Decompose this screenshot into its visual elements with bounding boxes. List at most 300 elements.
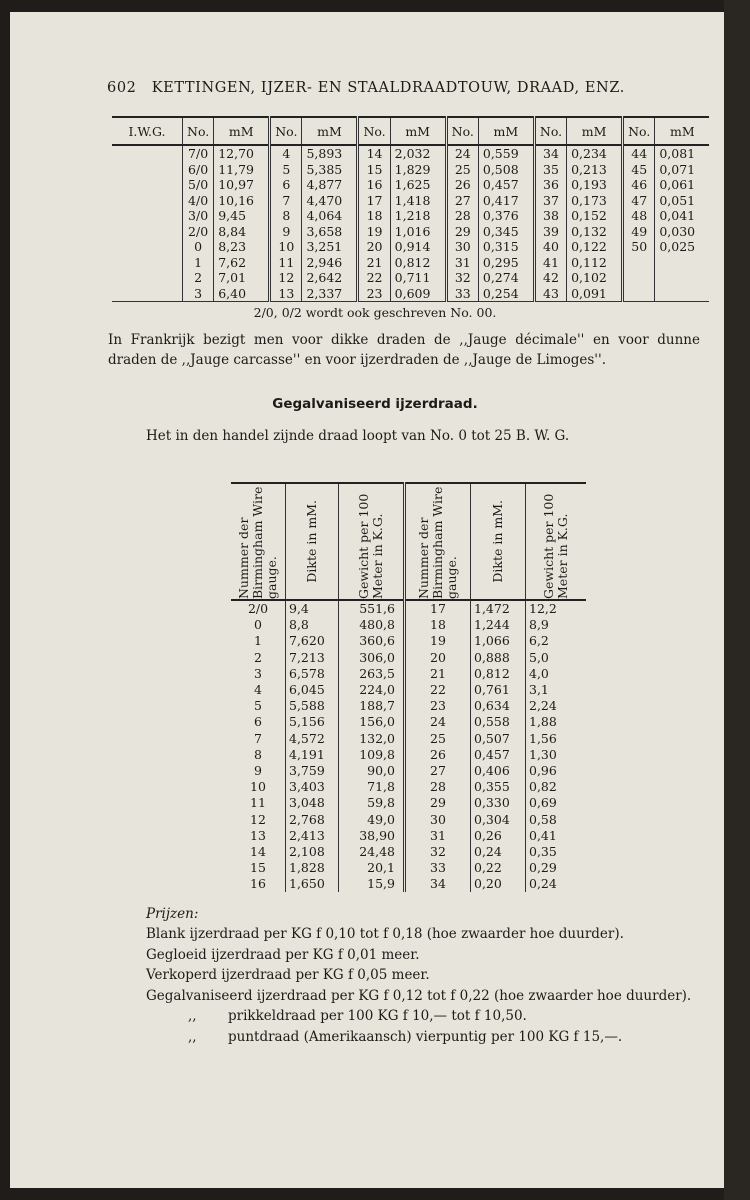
table-cell: 0,234 — [567, 145, 623, 162]
table-cell: 1,829 — [390, 162, 446, 178]
table-cell: 0,102 — [567, 270, 623, 286]
table-cell: 0,69 — [526, 795, 587, 811]
table-cell: 7 — [254, 730, 262, 746]
table-cell: 1,472 — [471, 600, 526, 617]
table-cell: 14 — [250, 843, 266, 859]
table-cell: 0,457 — [478, 177, 534, 193]
col-header: No. — [358, 117, 390, 145]
col-header: mM — [567, 117, 623, 145]
table-cell: 0,634 — [471, 698, 526, 714]
table-cell: 17 — [358, 193, 390, 209]
table-cell: 7 — [270, 193, 302, 209]
table-cell — [112, 224, 183, 240]
price-text: Verkoperd ijzerdraad per KG f 0,05 meer. — [146, 967, 430, 983]
table-cell: 32 — [405, 844, 471, 860]
table-row — [231, 698, 586, 714]
table-cell — [112, 145, 183, 162]
galvanized-wire-table — [231, 482, 586, 892]
table-cell: 7,620 — [286, 633, 339, 649]
col-header — [526, 483, 587, 600]
table-cell: 45 — [623, 162, 655, 178]
table-cell: 16 — [358, 177, 390, 193]
price-line — [146, 965, 726, 986]
table-cell: 13 — [250, 827, 266, 843]
table-cell: 0,20 — [471, 876, 526, 892]
table-cell: 50 — [623, 239, 655, 255]
table-cell: 1,066 — [471, 633, 526, 649]
table-cell: 10,97 — [214, 177, 270, 193]
table-cell: 27 — [405, 763, 471, 779]
table-cell: 13 — [270, 286, 302, 302]
table-cell: 5/0 — [183, 177, 214, 193]
table-cell: 12,2 — [526, 600, 587, 617]
table-cell: 40 — [534, 239, 566, 255]
table-cell: 6,2 — [526, 633, 587, 649]
table-cell: 7,01 — [214, 270, 270, 286]
table-cell: 7,213 — [286, 650, 339, 666]
table-cell: 33 — [446, 286, 478, 302]
table-cell: 1,30 — [526, 747, 587, 763]
table-row — [112, 270, 709, 286]
price-text: Gegalvaniseerd ijzerdraad per KG f 0,12 tot f 0,22 (hoe zwaarder hoe duurder). — [146, 987, 692, 1004]
table-cell: 20 — [405, 650, 471, 666]
table-cell: 38,90 — [339, 828, 405, 844]
table-cell: 11 — [250, 795, 266, 811]
gauge-note: 2/0, 0/2 wordt ook geschreven No. 00. — [253, 305, 497, 320]
table-row — [112, 145, 709, 162]
table-cell: 0,173 — [567, 193, 623, 209]
table-cell: 30 — [405, 811, 471, 827]
table-cell: 26 — [446, 177, 478, 193]
table-cell: 1,016 — [390, 224, 446, 240]
table-cell: 12,70 — [214, 145, 270, 162]
table-cell: 24 — [446, 145, 478, 162]
table-cell: 16 — [250, 876, 266, 892]
table-cell: 8,9 — [526, 617, 587, 633]
table-row — [231, 682, 586, 698]
table-cell: 1 — [183, 255, 214, 271]
table-cell: 29 — [446, 224, 478, 240]
table-cell: 4,0 — [526, 666, 587, 682]
price-text: Gegloeid ijzerdraad per KG f 0,01 meer. — [146, 946, 420, 963]
col-header-text: Nummer der Birmingham Wire gauge. — [416, 486, 459, 599]
table-cell: 17 — [405, 600, 471, 617]
table-cell: 5,893 — [302, 145, 358, 162]
table-cell: 2 — [254, 649, 262, 665]
col-header: I.W.G. — [112, 117, 183, 145]
table-cell: 4,572 — [286, 731, 339, 747]
table-cell: 0,417 — [478, 193, 534, 209]
table-cell: 0 — [183, 239, 214, 255]
table-cell: 28 — [446, 208, 478, 224]
table-cell: 27 — [446, 193, 478, 209]
prices-list — [146, 924, 726, 1047]
table-cell: 2,032 — [390, 145, 446, 162]
col-header-text: Gewicht per 100 Meter in K.G. — [356, 493, 385, 599]
price-line — [146, 986, 726, 1007]
table-cell — [112, 208, 183, 224]
table-row — [231, 714, 586, 730]
table-cell: 2,108 — [286, 844, 339, 860]
table-cell: 0,559 — [478, 145, 534, 162]
table-cell: 0,041 — [655, 208, 710, 224]
table-cell: 6 — [270, 177, 302, 193]
table-cell: 49,0 — [339, 811, 405, 827]
col-header-text: Nummer der Birmingham Wire gauge. — [236, 486, 279, 599]
col-header: No. — [623, 117, 655, 145]
table-cell: 0,24 — [471, 844, 526, 860]
table-cell: 2 — [183, 270, 214, 286]
table-row — [231, 747, 586, 763]
col-header: No. — [534, 117, 566, 145]
table-cell: 25 — [446, 162, 478, 178]
table-cell: 3 — [183, 286, 214, 302]
table-cell: 8,84 — [214, 224, 270, 240]
table-cell: 0,41 — [526, 828, 587, 844]
table-row — [231, 844, 586, 860]
table-cell: 7/0 — [183, 145, 214, 162]
table-cell: 0,122 — [567, 239, 623, 255]
table-cell: 0,304 — [471, 811, 526, 827]
table-cell: 551,6 — [339, 600, 405, 617]
table-cell: 0,315 — [478, 239, 534, 255]
table-cell: 6,045 — [286, 682, 339, 698]
book-spine — [724, 0, 750, 1200]
table-cell: 15 — [358, 162, 390, 178]
table-cell: 26 — [405, 747, 471, 763]
table-cell: 1,218 — [390, 208, 446, 224]
table-row — [231, 876, 586, 892]
table-cell — [112, 239, 183, 255]
table-cell: 2,413 — [286, 828, 339, 844]
table-cell: 0,558 — [471, 714, 526, 730]
table-cell: 4,191 — [286, 747, 339, 763]
table-cell: 0,761 — [471, 682, 526, 698]
table-cell: 34 — [405, 876, 471, 892]
table-cell: 6,578 — [286, 666, 339, 682]
table-cell: 0,345 — [478, 224, 534, 240]
col-header — [471, 483, 526, 600]
table-cell: 2/0 — [183, 224, 214, 240]
table-cell: 0,711 — [390, 270, 446, 286]
table-row — [231, 828, 586, 844]
table-cell: 11 — [270, 255, 302, 271]
table-cell — [623, 286, 655, 302]
table-cell: 0,609 — [390, 286, 446, 302]
table-cell: 37 — [534, 193, 566, 209]
table-cell: 8,8 — [286, 617, 339, 633]
table-cell: 21 — [405, 666, 471, 682]
table-cell: 0,355 — [471, 779, 526, 795]
table-cell: 2,24 — [526, 698, 587, 714]
table-cell: 7,62 — [214, 255, 270, 271]
table-cell: 24,48 — [339, 844, 405, 860]
table-cell: 36 — [534, 177, 566, 193]
table-cell: 2,946 — [302, 255, 358, 271]
price-text: prikkeldraad per 100 KG f 10,— tot f 10,50. — [228, 1008, 527, 1024]
table-cell: 24 — [405, 714, 471, 730]
table-cell: 5 — [270, 162, 302, 178]
table-cell: 0,112 — [567, 255, 623, 271]
table-cell: 6 — [254, 714, 262, 730]
running-header — [107, 80, 625, 96]
table-cell: 1,56 — [526, 731, 587, 747]
table-cell: 6/0 — [183, 162, 214, 178]
table-cell: 1,828 — [286, 860, 339, 876]
table-cell: 49 — [623, 224, 655, 240]
table-cell: 44 — [623, 145, 655, 162]
table-cell: 14 — [358, 145, 390, 162]
table-cell: 25 — [405, 731, 471, 747]
table-cell: 132,0 — [339, 731, 405, 747]
table-cell: 8,23 — [214, 239, 270, 255]
table-row — [112, 224, 709, 240]
table-cell: 3 — [254, 665, 262, 681]
table-cell: 4 — [254, 682, 262, 698]
table-cell: 59,8 — [339, 795, 405, 811]
table-row — [231, 650, 586, 666]
table-row — [112, 239, 709, 255]
section-title: Gegalvaniseerd ijzerdraad. — [272, 396, 478, 412]
table-cell: 31 — [446, 255, 478, 271]
section-intro: Het in den handel zijnde draad loopt van No. 0 tot 25 B. W. G. — [146, 428, 570, 444]
table-cell: 22 — [405, 682, 471, 698]
table-cell: 3,1 — [526, 682, 587, 698]
table-cell: 4/0 — [183, 193, 214, 209]
table-cell: 8 — [270, 208, 302, 224]
gauge-table-header — [112, 117, 709, 145]
table-cell: 0,274 — [478, 270, 534, 286]
col-header: mM — [214, 117, 270, 145]
table-cell: 2,642 — [302, 270, 358, 286]
table-cell: 20,1 — [339, 860, 405, 876]
table-cell — [112, 270, 183, 286]
table-cell: 11,79 — [214, 162, 270, 178]
table-cell: 5,0 — [526, 650, 587, 666]
table-cell: 4,064 — [302, 208, 358, 224]
table-cell: 0,82 — [526, 779, 587, 795]
table-cell: 9 — [254, 762, 262, 778]
table-cell: 0,193 — [567, 177, 623, 193]
table-row — [112, 286, 709, 302]
ditto-mark: ,, — [188, 1008, 197, 1024]
col-header: mM — [302, 117, 358, 145]
table-row — [231, 666, 586, 682]
table-row — [231, 811, 586, 827]
table-cell: 188,7 — [339, 698, 405, 714]
table-cell: 4 — [270, 145, 302, 162]
table-cell: 0,58 — [526, 811, 587, 827]
table-cell: 35 — [534, 162, 566, 178]
table-cell: 2/0 — [247, 601, 269, 617]
table-cell: 31 — [405, 828, 471, 844]
prices-label: Prijzen: — [146, 906, 199, 922]
table-cell: 0,812 — [390, 255, 446, 271]
table-cell: 224,0 — [339, 682, 405, 698]
table-cell: 0,376 — [478, 208, 534, 224]
table-cell: 71,8 — [339, 779, 405, 795]
galv-table-header — [231, 483, 586, 600]
table-cell: 4,470 — [302, 193, 358, 209]
table-cell: 0,330 — [471, 795, 526, 811]
col-header-text: Dikte in mM. — [490, 500, 505, 583]
table-cell: 9,45 — [214, 208, 270, 224]
table-cell: 0,406 — [471, 763, 526, 779]
page-number: 602 — [107, 80, 137, 96]
table-cell: 3,759 — [286, 763, 339, 779]
table-cell: 0,295 — [478, 255, 534, 271]
table-cell: 41 — [534, 255, 566, 271]
table-cell: 4,877 — [302, 177, 358, 193]
table-cell: 0,35 — [526, 844, 587, 860]
table-cell: 0,254 — [478, 286, 534, 302]
table-cell: 0 — [254, 617, 262, 633]
table-cell: 15 — [250, 860, 266, 876]
table-cell: 42 — [534, 270, 566, 286]
table-cell: 9,4 — [286, 600, 339, 617]
table-cell — [112, 286, 183, 302]
col-header: mM — [390, 117, 446, 145]
table-row — [112, 177, 709, 193]
table-cell: 32 — [446, 270, 478, 286]
table-cell: 306,0 — [339, 650, 405, 666]
table-cell: 263,5 — [339, 666, 405, 682]
table-cell: 43 — [534, 286, 566, 302]
table-row — [112, 208, 709, 224]
table-cell: 480,8 — [339, 617, 405, 633]
table-row — [231, 617, 586, 633]
col-header — [231, 483, 286, 600]
table-cell: 0,025 — [655, 239, 710, 255]
col-header: No. — [270, 117, 302, 145]
table-cell: 28 — [405, 779, 471, 795]
price-text: Blank ijzerdraad per KG f 0,10 tot f 0,18 (hoe zwaarder hoe duurder). — [146, 926, 624, 942]
gauge-table — [112, 116, 709, 302]
table-cell: 23 — [405, 698, 471, 714]
col-header-text: Dikte in mM. — [304, 500, 319, 583]
table-cell: 1,88 — [526, 714, 587, 730]
table-cell: 1 — [254, 633, 262, 649]
table-cell: 10,16 — [214, 193, 270, 209]
table-cell: 33 — [405, 860, 471, 876]
table-row — [112, 193, 709, 209]
table-cell: 29 — [405, 795, 471, 811]
table-row — [231, 633, 586, 649]
table-cell: 0,091 — [567, 286, 623, 302]
table-cell: 34 — [534, 145, 566, 162]
price-line — [146, 945, 726, 966]
header-title: KETTINGEN, IJZER- EN STAALDRAADTOUW, DRAAD, ENZ. — [151, 80, 625, 96]
table-cell: 3,658 — [302, 224, 358, 240]
table-cell: 0,22 — [471, 860, 526, 876]
table-cell: 0,030 — [655, 224, 710, 240]
col-header: No. — [446, 117, 478, 145]
table-cell: 19 — [405, 633, 471, 649]
table-cell: 38 — [534, 208, 566, 224]
table-cell — [112, 177, 183, 193]
table-row — [231, 600, 586, 617]
table-cell — [623, 270, 655, 286]
table-cell: 0,812 — [471, 666, 526, 682]
table-cell: 0,061 — [655, 177, 710, 193]
table-cell: 0,213 — [567, 162, 623, 178]
table-cell — [655, 286, 710, 302]
table-cell: 360,6 — [339, 633, 405, 649]
table-row — [112, 162, 709, 178]
table-cell: 8 — [254, 746, 262, 762]
table-cell: 5,588 — [286, 698, 339, 714]
table-cell: 0,071 — [655, 162, 710, 178]
table-cell: 0,081 — [655, 145, 710, 162]
table-cell: 1,650 — [286, 876, 339, 892]
table-cell: 10 — [250, 779, 266, 795]
table-cell — [655, 270, 710, 286]
col-header — [339, 483, 405, 600]
table-cell: 10 — [270, 239, 302, 255]
table-cell: 1,418 — [390, 193, 446, 209]
table-cell: 18 — [405, 617, 471, 633]
table-cell: 15,9 — [339, 876, 405, 892]
table-cell: 3,403 — [286, 779, 339, 795]
table-cell: 109,8 — [339, 747, 405, 763]
table-cell: 3,048 — [286, 795, 339, 811]
ditto-mark: ,, — [188, 1028, 197, 1045]
france-paragraph: In Frankrijk bezigt men voor dikke draden de ,,Jauge décimale'' en voor dunne draden de ,,Jauge carcasse'' en voor ijzerdraden de ,,Jauge de Limoges''. — [108, 332, 700, 368]
table-cell: 12 — [270, 270, 302, 286]
table-cell: 20 — [358, 239, 390, 255]
col-header — [286, 483, 339, 600]
table-row — [112, 255, 709, 271]
table-cell: 3/0 — [183, 208, 214, 224]
table-cell: 0,24 — [526, 876, 587, 892]
table-row — [231, 779, 586, 795]
table-cell — [112, 255, 183, 271]
table-cell: 22 — [358, 270, 390, 286]
table-cell: 0,26 — [471, 828, 526, 844]
price-line — [146, 1006, 726, 1027]
table-cell — [655, 255, 710, 271]
table-cell: 23 — [358, 286, 390, 302]
col-header: mM — [655, 117, 710, 145]
table-cell: 0,888 — [471, 650, 526, 666]
table-cell: 5,156 — [286, 714, 339, 730]
table-cell: 30 — [446, 239, 478, 255]
table-cell: 0,508 — [478, 162, 534, 178]
table-cell: 0,152 — [567, 208, 623, 224]
table-row — [231, 860, 586, 876]
table-cell: 0,29 — [526, 860, 587, 876]
table-cell — [112, 162, 183, 178]
table-cell: 90,0 — [339, 763, 405, 779]
table-cell: 1,625 — [390, 177, 446, 193]
table-cell: 0,132 — [567, 224, 623, 240]
table-cell: 0,96 — [526, 763, 587, 779]
table-cell: 12 — [250, 811, 266, 827]
table-cell: 47 — [623, 193, 655, 209]
table-cell: 2,768 — [286, 811, 339, 827]
table-cell: 9 — [270, 224, 302, 240]
table-cell: 2,337 — [302, 286, 358, 302]
table-cell: 0,507 — [471, 731, 526, 747]
table-cell: 19 — [358, 224, 390, 240]
table-cell — [623, 255, 655, 271]
table-cell — [112, 193, 183, 209]
col-header — [405, 483, 471, 600]
col-header-text: Gewicht per 100 Meter in K.G. — [541, 493, 570, 599]
table-cell: 46 — [623, 177, 655, 193]
table-cell: 48 — [623, 208, 655, 224]
table-cell: 1,244 — [471, 617, 526, 633]
